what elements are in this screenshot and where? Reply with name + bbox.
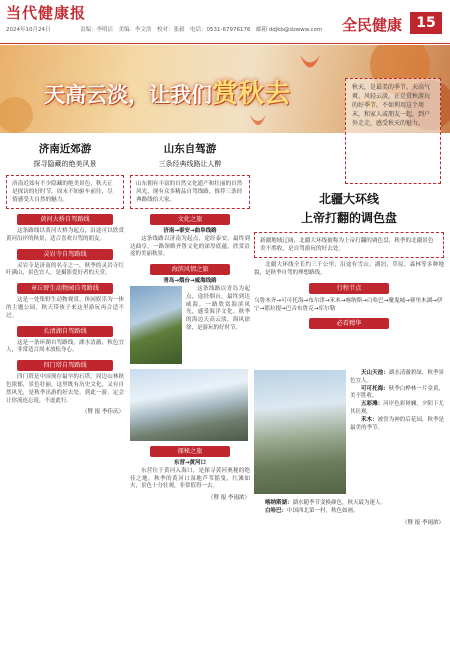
paragraph: 北疆大环线全长约三千公里，沿途有雪山、湖泊、草原、森林等多种地貌，是秋季自驾的理想路线。 [254,262,444,276]
section-tag: 文化之旅 [150,214,230,225]
section-tag: 长清湖自驾路线 [17,326,113,337]
paragraph: 这是一处集野生动物观赏、休闲娱乐为一体的主题公园，秋天带孩子来这里游玩再合适不过。 [6,297,124,319]
route-name: 济南→泰安→曲阜线路 [163,228,217,234]
highlight-item: 天山天池：湖水清澈碧绿，秋季景色宜人。 [350,370,444,384]
section-tag: 灵岩寺自驾路线 [17,249,113,260]
xinjiang-column [254,190,444,526]
byline: （暨 报 李雨浓） [402,519,444,526]
jinan-title: 济南近郊游 [38,143,92,155]
xinjiang-subtitle: 上帝打翻的调色盘 [300,211,397,225]
section-tag: 黄河大桥自驾路线 [17,214,113,225]
shandong-column [130,133,250,501]
jinan-subtitle: 探寻隐藏的绝美风景 [33,160,97,168]
section-tag: 必看精华 [309,318,389,329]
page-header [0,0,450,44]
highlight-item: 可可托海：秋季白桦林一片金黄，美不胜收。 [350,385,444,400]
highlight-item: 白哈巴：中国西北第一村，秋色如画。 [265,507,359,514]
page-number: 15 [410,12,442,34]
paragraph: 四门塔是中国现存最早的石塔，周边山林秋色浓郁，景色壮丽。这里既有历史文化，又有自然风光，是秋季出游的好去处。到此一游，定会让你流连忘返，不虚此行。 [6,374,124,404]
paragraph: 这条路线以黄河大桥为起点，沿途可以欣赏黄河沿岸的秋景，适合喜欢自驾的朋友。 [6,228,124,242]
section-tag: 行程节点 [309,283,389,294]
xinjiang-intro: 新疆地域辽阔，北疆大环线被称为上帝打翻的调色盘，秋季的北疆景色美不胜收，是自驾游玩的好去处。 [254,232,444,258]
route-name: 东营→黄河口 [173,459,207,466]
section-tag: 四门塔自驾路线 [17,360,113,371]
issue-date: 2024年10月24日 [6,27,51,33]
paragraph: 东营位于黄河入海口，是探寻黄河奥秘的绝佳之地。秋季的黄河口湿地芦苇摇曳，红滩如火，景色十分壮观，非常值得一去。 [130,467,250,490]
route-name: 青岛→烟台→威海线路 [163,278,217,285]
shandong-title: 山东自驾游 [163,143,217,155]
wetland-photo [130,369,248,441]
highlight-item: 禾木：被誉为神的后花园，秋季是最美的季节。 [350,416,444,431]
paragraph: 这条线路以济南为起点，途经泰安，最终到达曲阜，一路领略齐鲁文化的深厚底蕴，欣赏沿途的美丽秋景。 [130,235,250,258]
byline: （暨 报 李佳庆） [82,409,124,416]
paragraph: 这条线路以青岛为起点，途经烟台，最终到达威海，一路欣赏海滨风光，感受海洋文化。秋季的海边天高云淡，海风徐徐，是游玩的好时节。 [186,285,250,331]
section-tag: 章丘野生动物园自驾路线 [17,283,113,294]
paragraph: 灵岩寺是济南的名寺之一，秋季的灵岩寺红叶满山，景色宜人，是摄影爱好者的天堂。 [6,262,124,277]
mountain-lake-photo [254,370,346,494]
highlight-item: 五彩滩：河岸色彩斑斓，夕阳下尤其壮观。 [350,401,444,415]
section-tag: 海滨风情之旅 [150,264,230,275]
editor-info: 责编：李明洁 美编：李文浩 校对：张毅 电话：0531-67976176 邮箱 ddjkb@dzwww.com [80,27,323,33]
highlights-list [350,370,444,432]
intro-poem-box: 秋天，是最美的季节。天高气爽、风轻云淡，正是赏秋游玩的好季节。不如利用这个周末，和家人或朋友一起，到户外走走，感受秋天的魅力。 [345,78,441,184]
jinan-intro: 济南近郊有不少隐藏的绝美景色，秋天正是探访的好时节。周末不妨驱车前往，尽情感受大自然的魅力。 [6,175,124,209]
hero-headline: 天高云淡，让我们赏秋去 [44,79,291,109]
jinan-column [6,133,124,415]
highlights-list-bottom [254,500,444,526]
route-nodes: 乌鲁木齐→可可托海→布尔津→禾木→喀纳斯→白哈巴→魔鬼城→赛里木湖→伊宁→那拉提→巴音布鲁克→库尔勒 [254,297,443,312]
xinjiang-title: 北疆大环线 [318,192,379,206]
shandong-subtitle: 三条经典线路让人醉 [158,160,222,168]
section-name: 全民健康 [342,16,403,34]
shandong-intro: 山东拥有丰富的自然文化遗产和壮丽的自然风光，现有众多精品自驾线路，推荐三条经典路线给大家。 [130,175,250,209]
highlight-item: 喀纳斯湖：湖水随季节变换颜色，秋天最为迷人。 [265,500,387,506]
masthead: 当代健康报 [6,4,87,22]
paragraph: 这是一条环湖自驾路线，湖水清澈，秋色宜人，非常适合周末放松身心。 [6,339,124,354]
coast-photo [130,286,182,364]
section-tag: 探秘之旅 [150,446,230,457]
byline: （暨 报 李雨浓） [208,495,250,502]
